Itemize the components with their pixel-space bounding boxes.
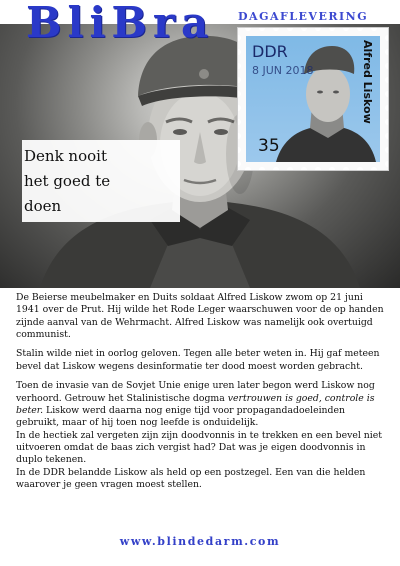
stamp-honoree-name: Alfred Liskow xyxy=(361,40,374,124)
pull-quote xyxy=(22,140,180,222)
article-paragraph-5: In de DDR belandde Liskow als held op een postzegel. Een van die helden waarover je geen vragen moest stellen. xyxy=(16,466,366,491)
article-paragraph-3 xyxy=(16,380,388,429)
footer-website-link[interactable]: www.blindedarm.com xyxy=(119,535,281,548)
article-paragraph-3-start: Toen de invasie van de Sovjet Unie enige uren later begon werd Liskow nog verhoord. Getrouw het Stalinistische dogma xyxy=(16,380,375,404)
article-body xyxy=(16,292,388,491)
site-logo[interactable]: BliBra xyxy=(26,0,215,47)
stamp-face-value: 35 xyxy=(258,136,280,156)
ddr-postage-stamp xyxy=(238,28,388,170)
article-paragraph-4: In de hectiek zal vergeten zijn zijn doodvonnis in te trekken en een bevel niet uitvoeren omdat de baas zich vergist had? Dat was je eigen doodvonnis in duplo tekenen. xyxy=(16,429,382,466)
article-dogma-quote: vertrouwen is goed, controle is beter. xyxy=(16,392,375,416)
edition-banner: DAGAFLEVERING xyxy=(238,10,369,23)
quote-line-1: Denk nooit xyxy=(24,147,107,165)
stamp-postmark-date: 8 JUN 2018 xyxy=(252,64,314,77)
article-paragraph-3-end: Liskow werd daarna nog enige tijd voor propagandadoeleinden gebruikt, maar of hij toen nog leefde is onduidelijk. xyxy=(16,404,345,429)
article-paragraph-1: De Beierse meubelmaker en Duits soldaat Alfred Liskow zwom op 21 juni 1941 over de Prut. Hij wilde het Rode Leger waarschuwen voor de op handen zijnde aanval van de Wehrmacht. Alfred Liskow was namelijk ook overtuigd communist. xyxy=(16,292,384,341)
quote-line-2: het goed te xyxy=(24,171,111,190)
quote-line-3: doen xyxy=(24,196,62,215)
stamp-country: DDR xyxy=(252,42,288,61)
article-paragraph-2: Stalin wilde niet in oorlog geloven. Tegen alle beter weten in. Hij gaf meteen bevel dat Liskow wegens desinformatie ter dood moest worden gebracht. xyxy=(16,348,380,372)
